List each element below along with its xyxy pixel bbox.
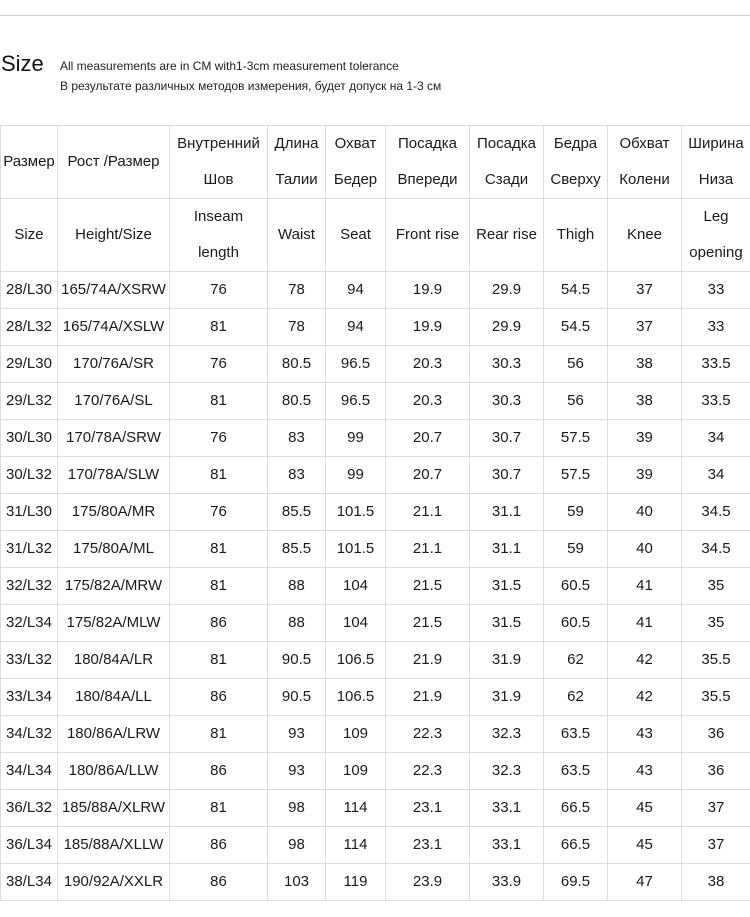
header-label: Leg bbox=[703, 208, 729, 225]
table-row bbox=[1, 457, 750, 494]
cell-rear-rise: 33.1 bbox=[470, 790, 544, 827]
header-label: Талии bbox=[275, 171, 318, 188]
size-header bbox=[0, 50, 750, 110]
cell-inseam: 81 bbox=[170, 383, 268, 420]
cell-leg-opening: 33.5 bbox=[682, 346, 750, 383]
cell-front-rise: 20.7 bbox=[386, 420, 470, 457]
header-label: Шов bbox=[203, 171, 234, 188]
cell-knee: 47 bbox=[608, 864, 682, 901]
header-label: Seat bbox=[340, 226, 371, 243]
header-label: Длина bbox=[274, 135, 319, 152]
header-cell-waist bbox=[268, 126, 326, 199]
cell-thigh: 59 bbox=[544, 531, 608, 568]
cell-rear-rise: 29.9 bbox=[470, 309, 544, 346]
cell-knee: 39 bbox=[608, 420, 682, 457]
cell-size: 33/L34 bbox=[1, 679, 58, 716]
cell-size: 32/L34 bbox=[1, 605, 58, 642]
cell-leg-opening: 34 bbox=[682, 457, 750, 494]
cell-size: 28/L32 bbox=[1, 309, 58, 346]
cell-waist: 80.5 bbox=[268, 346, 326, 383]
cell-front-rise: 22.3 bbox=[386, 753, 470, 790]
cell-thigh: 56 bbox=[544, 346, 608, 383]
page-title: Size bbox=[1, 51, 44, 76]
table-row bbox=[1, 420, 750, 457]
cell-inseam: 81 bbox=[170, 309, 268, 346]
table-row bbox=[1, 716, 750, 753]
cell-inseam: 76 bbox=[170, 346, 268, 383]
cell-size: 34/L34 bbox=[1, 753, 58, 790]
tolerance-note-ru: В результате различных методов измерения, будет допуск на 1-3 см bbox=[60, 79, 442, 93]
table-body bbox=[1, 126, 750, 901]
cell-leg-opening: 34.5 bbox=[682, 531, 750, 568]
cell-waist: 78 bbox=[268, 272, 326, 309]
cell-seat: 104 bbox=[326, 605, 386, 642]
cell-thigh: 59 bbox=[544, 494, 608, 531]
header-label: Внутренний bbox=[177, 135, 260, 152]
cell-front-rise: 21.9 bbox=[386, 642, 470, 679]
cell-knee: 45 bbox=[608, 827, 682, 864]
cell-front-rise: 21.1 bbox=[386, 494, 470, 531]
cell-inseam: 81 bbox=[170, 642, 268, 679]
cell-inseam: 81 bbox=[170, 716, 268, 753]
cell-leg-opening: 33 bbox=[682, 309, 750, 346]
cell-leg-opening: 36 bbox=[682, 753, 750, 790]
header-label: Впереди bbox=[397, 171, 458, 188]
cell-knee: 41 bbox=[608, 605, 682, 642]
header-label: Низа bbox=[698, 171, 734, 188]
header-label: Бедер bbox=[333, 171, 378, 188]
cell-rear-rise: 33.1 bbox=[470, 827, 544, 864]
header-label: Thigh bbox=[556, 226, 595, 243]
header-cell-waist bbox=[268, 199, 326, 272]
cell-seat: 106.5 bbox=[326, 679, 386, 716]
header-cell-height-size bbox=[58, 126, 170, 199]
cell-size: 30/L30 bbox=[1, 420, 58, 457]
cell-waist: 93 bbox=[268, 753, 326, 790]
cell-seat: 114 bbox=[326, 827, 386, 864]
cell-leg-opening: 35.5 bbox=[682, 679, 750, 716]
header-label: Сверху bbox=[550, 171, 601, 188]
cell-seat: 96.5 bbox=[326, 383, 386, 420]
table-row bbox=[1, 827, 750, 864]
cell-size: 34/L32 bbox=[1, 716, 58, 753]
header-label: Rear rise bbox=[476, 226, 537, 243]
cell-inseam: 86 bbox=[170, 864, 268, 901]
cell-rear-rise: 32.3 bbox=[470, 716, 544, 753]
cell-height-size: 175/82A/MRW bbox=[58, 568, 170, 605]
cell-waist: 85.5 bbox=[268, 494, 326, 531]
cell-size: 31/L32 bbox=[1, 531, 58, 568]
cell-front-rise: 19.9 bbox=[386, 309, 470, 346]
cell-front-rise: 21.1 bbox=[386, 531, 470, 568]
cell-leg-opening: 37 bbox=[682, 790, 750, 827]
cell-rear-rise: 33.9 bbox=[470, 864, 544, 901]
table-row bbox=[1, 790, 750, 827]
cell-knee: 39 bbox=[608, 457, 682, 494]
cell-thigh: 62 bbox=[544, 679, 608, 716]
header-label: length bbox=[198, 244, 239, 261]
cell-height-size: 170/78A/SLW bbox=[58, 457, 170, 494]
cell-front-rise: 23.1 bbox=[386, 790, 470, 827]
cell-front-rise: 23.1 bbox=[386, 827, 470, 864]
cell-leg-opening: 33 bbox=[682, 272, 750, 309]
header-label: Охват bbox=[334, 135, 377, 152]
cell-rear-rise: 31.9 bbox=[470, 679, 544, 716]
cell-front-rise: 21.5 bbox=[386, 568, 470, 605]
cell-knee: 37 bbox=[608, 272, 682, 309]
table-row bbox=[1, 753, 750, 790]
table-row bbox=[1, 309, 750, 346]
cell-size: 38/L34 bbox=[1, 864, 58, 901]
cell-size: 36/L32 bbox=[1, 790, 58, 827]
cell-height-size: 170/78A/SRW bbox=[58, 420, 170, 457]
cell-thigh: 62 bbox=[544, 642, 608, 679]
cell-inseam: 76 bbox=[170, 272, 268, 309]
table-row bbox=[1, 531, 750, 568]
cell-rear-rise: 31.5 bbox=[470, 568, 544, 605]
cell-front-rise: 19.9 bbox=[386, 272, 470, 309]
cell-height-size: 170/76A/SR bbox=[58, 346, 170, 383]
header-cell-front-rise bbox=[386, 199, 470, 272]
cell-thigh: 57.5 bbox=[544, 420, 608, 457]
cell-size: 28/L30 bbox=[1, 272, 58, 309]
cell-thigh: 57.5 bbox=[544, 457, 608, 494]
cell-rear-rise: 31.5 bbox=[470, 605, 544, 642]
cell-size: 29/L30 bbox=[1, 346, 58, 383]
header-label: Размер bbox=[3, 153, 55, 170]
cell-inseam: 81 bbox=[170, 457, 268, 494]
cell-inseam: 86 bbox=[170, 753, 268, 790]
cell-rear-rise: 31.1 bbox=[470, 494, 544, 531]
header-cell-thigh bbox=[544, 199, 608, 272]
header-cell-leg-opening bbox=[682, 126, 750, 199]
cell-size: 31/L30 bbox=[1, 494, 58, 531]
cell-leg-opening: 33.5 bbox=[682, 383, 750, 420]
header-label: Waist bbox=[278, 226, 315, 243]
cell-rear-rise: 31.1 bbox=[470, 531, 544, 568]
cell-thigh: 60.5 bbox=[544, 605, 608, 642]
cell-knee: 43 bbox=[608, 716, 682, 753]
cell-seat: 94 bbox=[326, 272, 386, 309]
cell-seat: 99 bbox=[326, 420, 386, 457]
header-label: Рост /Размер bbox=[67, 153, 160, 170]
header-label: Height/Size bbox=[75, 226, 152, 243]
cell-height-size: 175/82A/MLW bbox=[58, 605, 170, 642]
cell-size: 33/L32 bbox=[1, 642, 58, 679]
header-row-en bbox=[1, 199, 750, 272]
cell-knee: 40 bbox=[608, 531, 682, 568]
cell-rear-rise: 30.7 bbox=[470, 420, 544, 457]
cell-size: 30/L32 bbox=[1, 457, 58, 494]
cell-rear-rise: 30.3 bbox=[470, 346, 544, 383]
cell-knee: 38 bbox=[608, 383, 682, 420]
cell-knee: 40 bbox=[608, 494, 682, 531]
cell-knee: 41 bbox=[608, 568, 682, 605]
cell-waist: 93 bbox=[268, 716, 326, 753]
top-divider bbox=[0, 15, 750, 16]
cell-leg-opening: 37 bbox=[682, 827, 750, 864]
cell-front-rise: 20.7 bbox=[386, 457, 470, 494]
table-row bbox=[1, 272, 750, 309]
header-label: Посадка bbox=[398, 135, 457, 152]
cell-waist: 80.5 bbox=[268, 383, 326, 420]
cell-front-rise: 20.3 bbox=[386, 383, 470, 420]
header-cell-leg-opening bbox=[682, 199, 750, 272]
header-label: Посадка bbox=[477, 135, 536, 152]
header-cell-knee bbox=[608, 199, 682, 272]
cell-height-size: 180/86A/LRW bbox=[58, 716, 170, 753]
cell-seat: 114 bbox=[326, 790, 386, 827]
header-cell-size bbox=[1, 199, 58, 272]
header-cell-seat bbox=[326, 126, 386, 199]
cell-inseam: 81 bbox=[170, 531, 268, 568]
cell-front-rise: 23.9 bbox=[386, 864, 470, 901]
cell-waist: 90.5 bbox=[268, 679, 326, 716]
cell-knee: 38 bbox=[608, 346, 682, 383]
cell-seat: 101.5 bbox=[326, 494, 386, 531]
header-label: Обхват bbox=[619, 135, 670, 152]
cell-thigh: 54.5 bbox=[544, 272, 608, 309]
table-row bbox=[1, 568, 750, 605]
table-row bbox=[1, 605, 750, 642]
cell-knee: 43 bbox=[608, 753, 682, 790]
cell-rear-rise: 31.9 bbox=[470, 642, 544, 679]
header-cell-thigh bbox=[544, 126, 608, 199]
cell-front-rise: 20.3 bbox=[386, 346, 470, 383]
cell-thigh: 60.5 bbox=[544, 568, 608, 605]
cell-seat: 96.5 bbox=[326, 346, 386, 383]
cell-inseam: 86 bbox=[170, 679, 268, 716]
cell-leg-opening: 35.5 bbox=[682, 642, 750, 679]
cell-rear-rise: 29.9 bbox=[470, 272, 544, 309]
cell-front-rise: 22.3 bbox=[386, 716, 470, 753]
cell-inseam: 76 bbox=[170, 420, 268, 457]
cell-waist: 98 bbox=[268, 827, 326, 864]
cell-height-size: 185/88A/XLRW bbox=[58, 790, 170, 827]
cell-size: 32/L32 bbox=[1, 568, 58, 605]
header-label: Knee bbox=[626, 226, 663, 243]
cell-seat: 119 bbox=[326, 864, 386, 901]
cell-height-size: 170/76A/SL bbox=[58, 383, 170, 420]
cell-rear-rise: 30.3 bbox=[470, 383, 544, 420]
cell-leg-opening: 34.5 bbox=[682, 494, 750, 531]
header-label: opening bbox=[689, 244, 743, 261]
cell-waist: 98 bbox=[268, 790, 326, 827]
header-label: Бедра bbox=[553, 135, 598, 152]
header-label: Ширина bbox=[688, 135, 744, 152]
cell-seat: 94 bbox=[326, 309, 386, 346]
header-label: Колени bbox=[619, 171, 670, 188]
cell-thigh: 69.5 bbox=[544, 864, 608, 901]
header-cell-knee bbox=[608, 126, 682, 199]
header-label: Inseam bbox=[193, 208, 244, 225]
cell-height-size: 180/86A/LLW bbox=[58, 753, 170, 790]
table-row bbox=[1, 642, 750, 679]
cell-thigh: 63.5 bbox=[544, 753, 608, 790]
header-cell-size bbox=[1, 126, 58, 199]
header-label: Сзади bbox=[484, 171, 529, 188]
cell-waist: 88 bbox=[268, 605, 326, 642]
cell-height-size: 175/80A/ML bbox=[58, 531, 170, 568]
cell-front-rise: 21.9 bbox=[386, 679, 470, 716]
cell-knee: 45 bbox=[608, 790, 682, 827]
cell-knee: 37 bbox=[608, 309, 682, 346]
cell-inseam: 86 bbox=[170, 605, 268, 642]
cell-inseam: 86 bbox=[170, 827, 268, 864]
table-row bbox=[1, 864, 750, 901]
cell-waist: 85.5 bbox=[268, 531, 326, 568]
cell-waist: 83 bbox=[268, 457, 326, 494]
cell-height-size: 180/84A/LL bbox=[58, 679, 170, 716]
cell-waist: 88 bbox=[268, 568, 326, 605]
cell-height-size: 185/88A/XLLW bbox=[58, 827, 170, 864]
cell-knee: 42 bbox=[608, 679, 682, 716]
table-row bbox=[1, 346, 750, 383]
cell-seat: 99 bbox=[326, 457, 386, 494]
cell-seat: 109 bbox=[326, 753, 386, 790]
size-chart-table bbox=[0, 125, 750, 901]
cell-height-size: 175/80A/MR bbox=[58, 494, 170, 531]
table-row bbox=[1, 679, 750, 716]
cell-height-size: 165/74A/XSRW bbox=[58, 272, 170, 309]
cell-height-size: 165/74A/XSLW bbox=[58, 309, 170, 346]
cell-leg-opening: 35 bbox=[682, 568, 750, 605]
table-row bbox=[1, 383, 750, 420]
header-cell-seat bbox=[326, 199, 386, 272]
cell-leg-opening: 35 bbox=[682, 605, 750, 642]
cell-inseam: 81 bbox=[170, 568, 268, 605]
cell-thigh: 66.5 bbox=[544, 790, 608, 827]
cell-knee: 42 bbox=[608, 642, 682, 679]
cell-thigh: 63.5 bbox=[544, 716, 608, 753]
table-row bbox=[1, 494, 750, 531]
header-label: Front rise bbox=[395, 226, 460, 243]
cell-waist: 83 bbox=[268, 420, 326, 457]
cell-leg-opening: 34 bbox=[682, 420, 750, 457]
cell-height-size: 180/84A/LR bbox=[58, 642, 170, 679]
cell-waist: 90.5 bbox=[268, 642, 326, 679]
cell-thigh: 56 bbox=[544, 383, 608, 420]
cell-seat: 106.5 bbox=[326, 642, 386, 679]
cell-height-size: 190/92A/XXLR bbox=[58, 864, 170, 901]
cell-seat: 101.5 bbox=[326, 531, 386, 568]
cell-leg-opening: 38 bbox=[682, 864, 750, 901]
cell-size: 29/L32 bbox=[1, 383, 58, 420]
cell-rear-rise: 30.7 bbox=[470, 457, 544, 494]
header-row-ru bbox=[1, 126, 750, 199]
cell-leg-opening: 36 bbox=[682, 716, 750, 753]
header-cell-inseam bbox=[170, 199, 268, 272]
header-cell-rear-rise bbox=[470, 126, 544, 199]
header-cell-height-size bbox=[58, 199, 170, 272]
tolerance-note-en: All measurements are in CM with1-3cm measurement tolerance bbox=[60, 59, 399, 73]
cell-front-rise: 21.5 bbox=[386, 605, 470, 642]
cell-thigh: 54.5 bbox=[544, 309, 608, 346]
cell-seat: 104 bbox=[326, 568, 386, 605]
header-label: Size bbox=[14, 226, 44, 243]
header-cell-inseam bbox=[170, 126, 268, 199]
cell-inseam: 76 bbox=[170, 494, 268, 531]
cell-seat: 109 bbox=[326, 716, 386, 753]
cell-waist: 78 bbox=[268, 309, 326, 346]
cell-rear-rise: 32.3 bbox=[470, 753, 544, 790]
cell-waist: 103 bbox=[268, 864, 326, 901]
header-cell-front-rise bbox=[386, 126, 470, 199]
cell-inseam: 81 bbox=[170, 790, 268, 827]
header-cell-rear-rise bbox=[470, 199, 544, 272]
cell-size: 36/L34 bbox=[1, 827, 58, 864]
cell-thigh: 66.5 bbox=[544, 827, 608, 864]
